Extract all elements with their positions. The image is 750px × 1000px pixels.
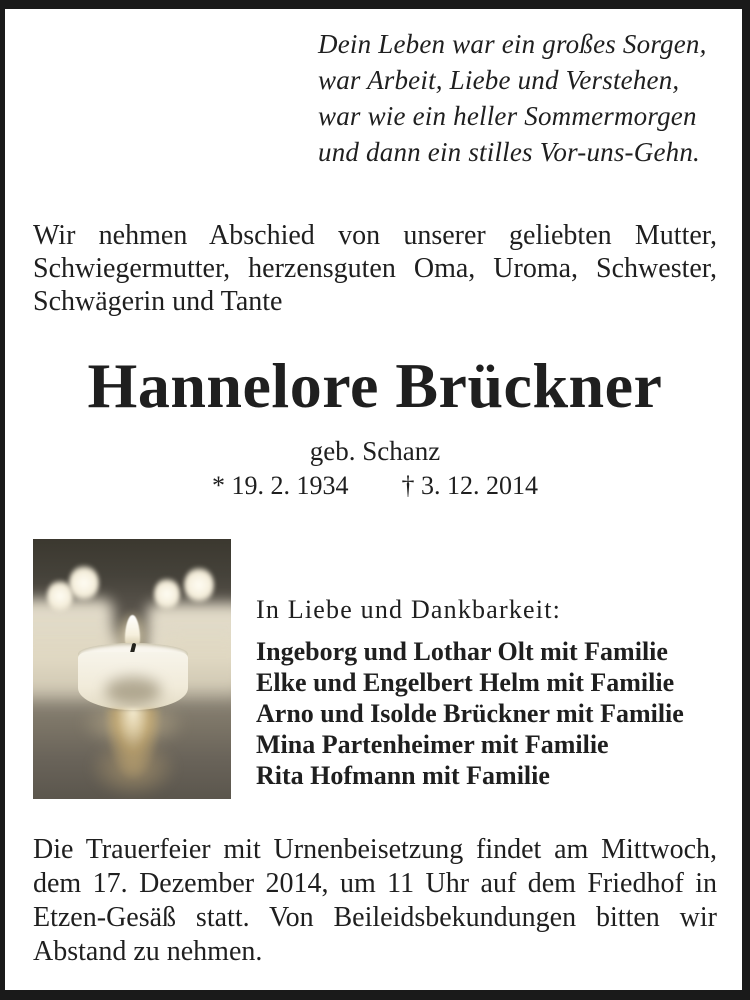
deceased-name: Hannelore Brückner <box>87 350 663 421</box>
poem-line: war wie ein heller Sommermorgen <box>318 101 697 131</box>
funeral-line: dem 17. Dezember 2014, um 11 Uhr auf dem Friedhof in <box>33 868 717 899</box>
candle-shadow <box>105 677 161 705</box>
memorial-poem <box>318 26 728 170</box>
mourner-line: Mina Partenheimer mit Familie <box>256 730 609 759</box>
bokeh-flame-icon <box>69 564 99 602</box>
mourner-line: Elke und Engelbert Helm mit Familie <box>256 668 675 697</box>
poem-line: war Arbeit, Liebe und Verstehen, <box>318 65 680 95</box>
life-dates <box>33 470 717 502</box>
farewell-paragraph <box>33 219 717 318</box>
floor-glow <box>88 737 178 799</box>
funeral-line: Die Trauerfeier mit Urnenbeisetzung findet am Mittwoch, <box>33 834 717 865</box>
funeral-line: Etzen-Gesäß statt. Von Beileidsbekundungen bitten wir <box>33 902 717 933</box>
farewell-line: Wir nehmen Abschied von unserer geliebten Mutter, <box>33 220 717 251</box>
mourner-line: Ingeborg und Lothar Olt mit Familie <box>256 637 668 666</box>
bokeh-flame-icon <box>154 577 180 611</box>
bokeh-flame-icon <box>184 566 214 604</box>
birth-date: * 19. 2. 1934 <box>212 471 349 500</box>
mourner-line: Arno und Isolde Brückner mit Familie <box>256 699 684 728</box>
farewell-line: Schwiegermutter, herzensguten Oma, Uroma, Schwester, <box>33 253 717 284</box>
poem-line: und dann ein stilles Vor-uns-Gehn. <box>318 137 700 167</box>
death-date: † 3. 12. 2014 <box>401 471 538 500</box>
poem-line: Dein Leben war ein großes Sorgen, <box>318 29 707 59</box>
mourners-list <box>256 636 726 791</box>
maiden-name: geb. Schanz <box>309 436 441 466</box>
memorial-candle-photo <box>33 539 231 799</box>
funeral-details-paragraph <box>33 833 717 969</box>
mourner-line: Rita Hofmann mit Familie <box>256 761 550 790</box>
farewell-line: Schwägerin und Tante <box>33 286 283 317</box>
tribute-heading: In Liebe und Dankbarkeit: <box>256 595 562 624</box>
funeral-line: Abstand zu nehmen. <box>33 936 263 967</box>
